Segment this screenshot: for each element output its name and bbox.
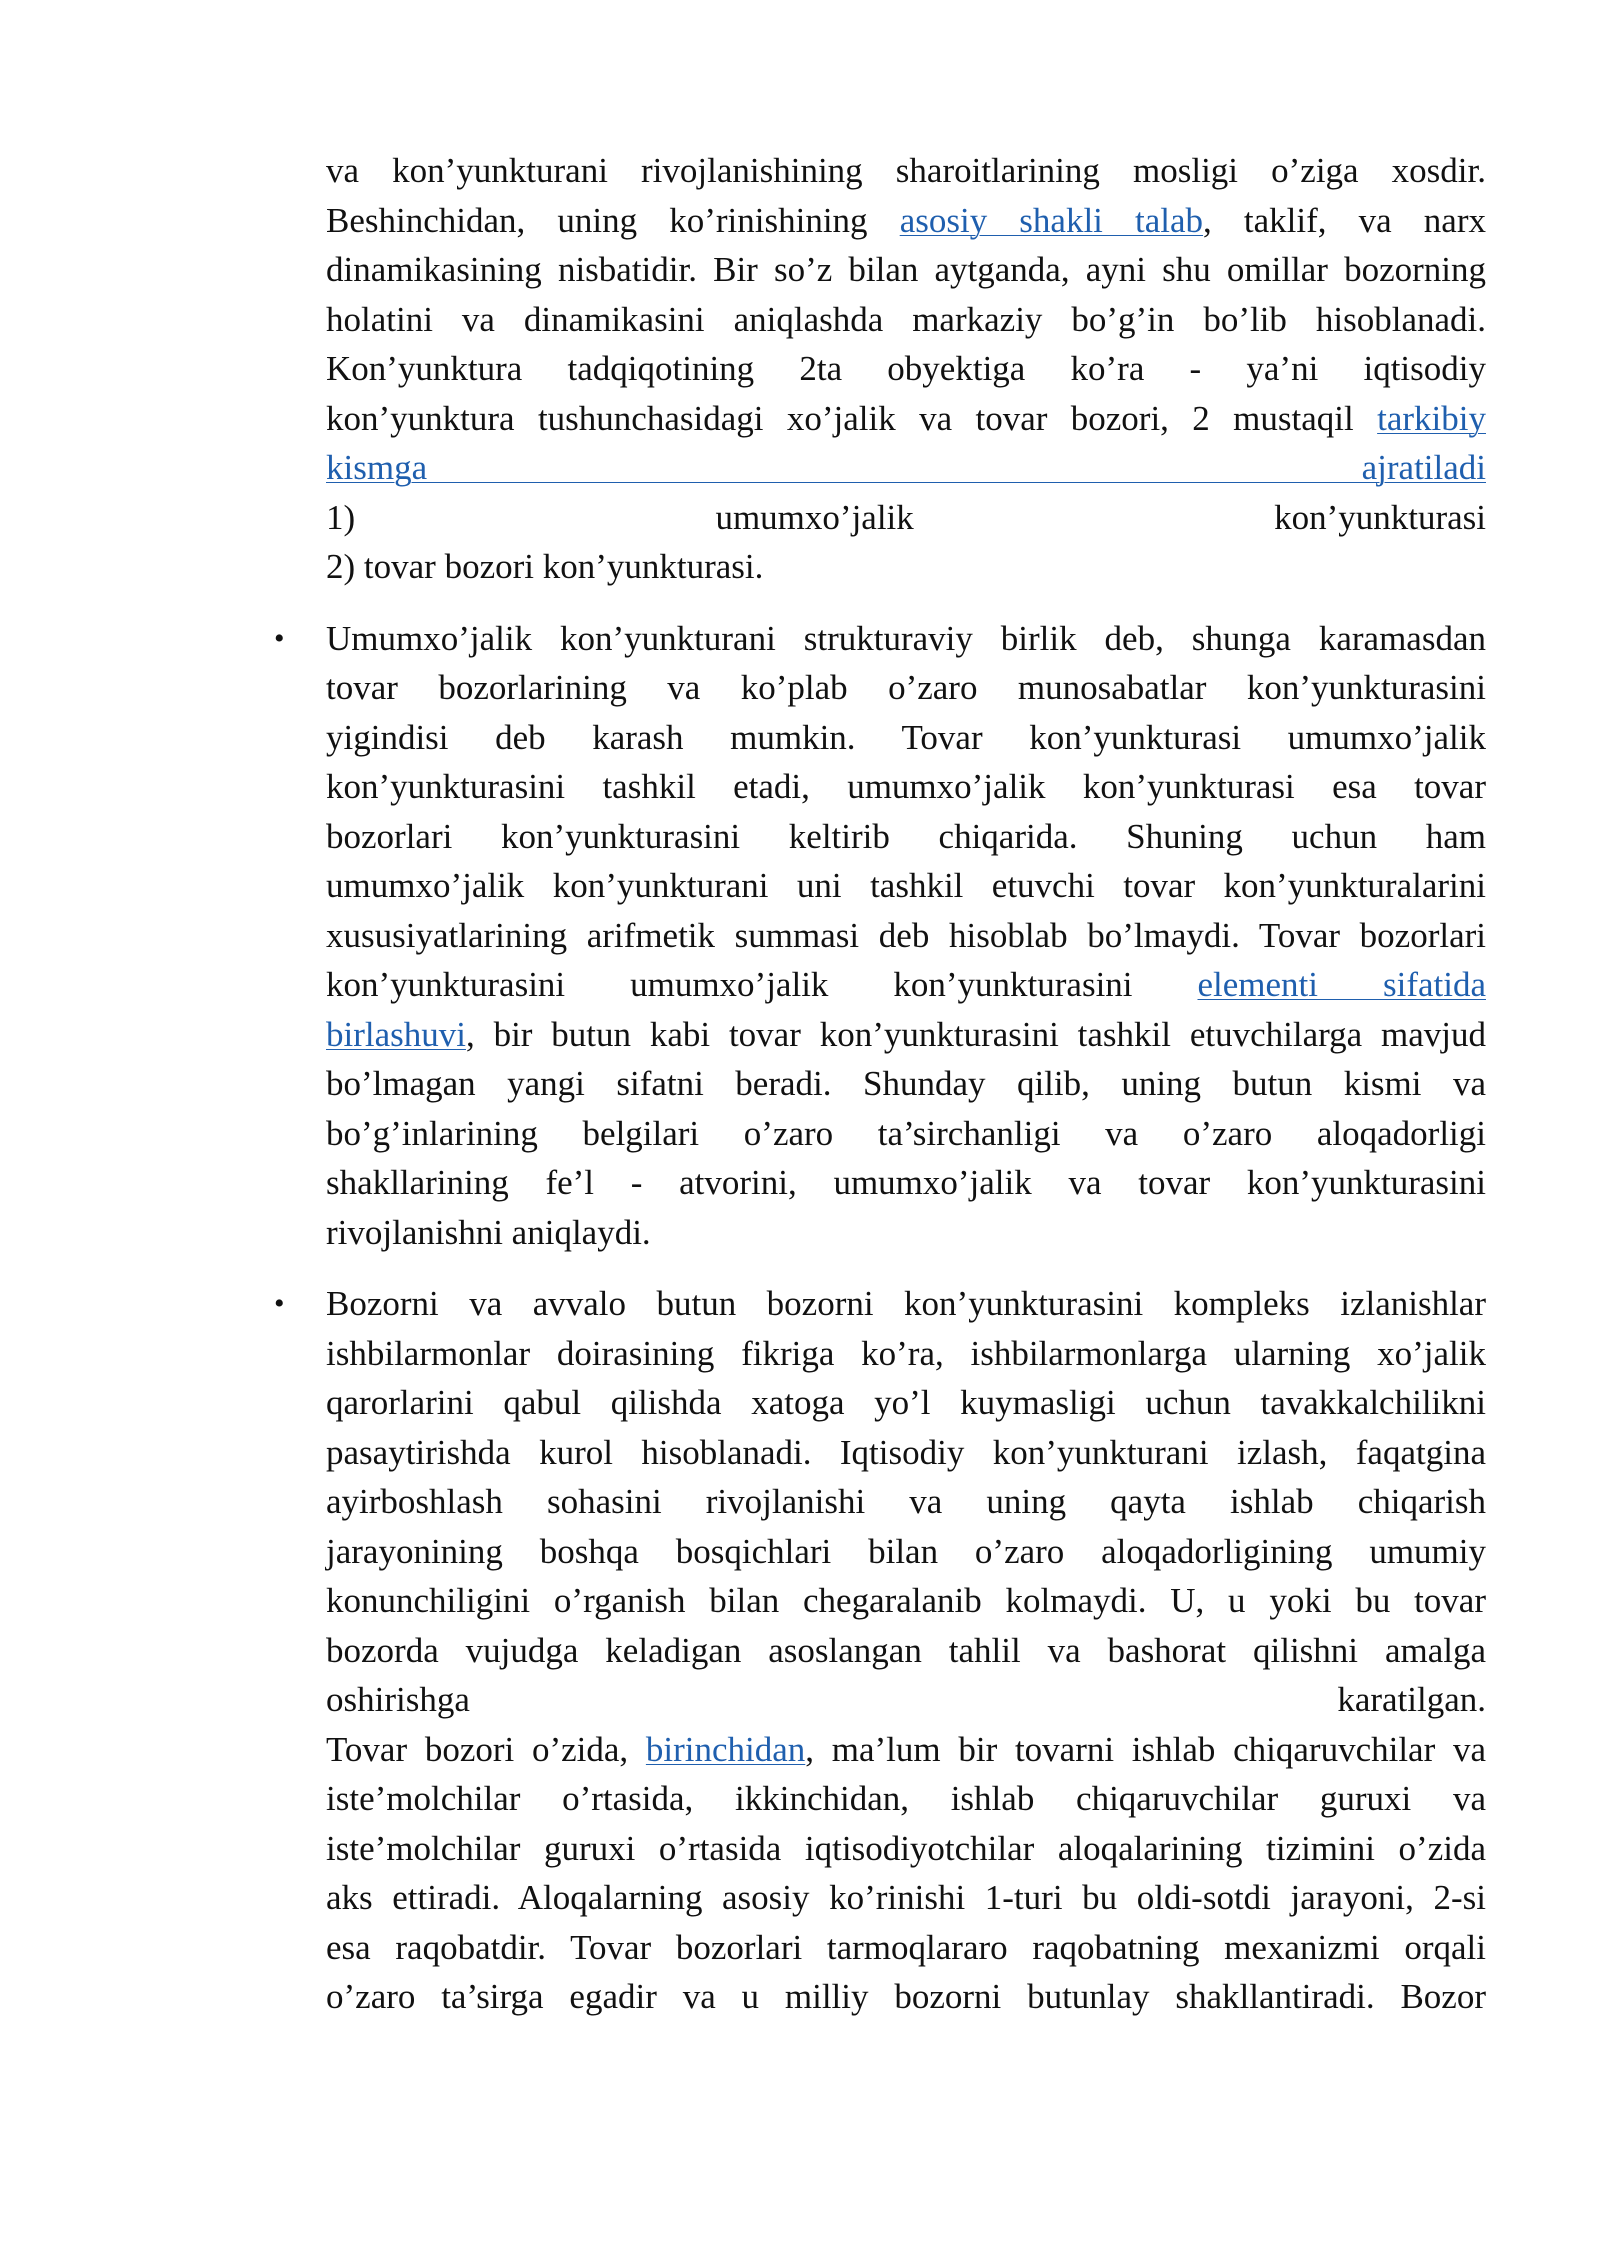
hyperlink[interactable]: birlashuvi [326, 1014, 466, 1054]
line-text: bozorda vujudga keladigan asoslangan tahlil va bashorat qilishni amalga [326, 1630, 1486, 1670]
text-line [326, 146, 1486, 196]
text-line [326, 1329, 1486, 1379]
hyperlink[interactable]: birinchidan [645, 1729, 806, 1769]
text-line [326, 1725, 1486, 1775]
line-text: Tovar bozori o’zida, [326, 1729, 646, 1769]
text-line [326, 1824, 1486, 1874]
bullet-marker: • [274, 621, 285, 655]
text-line [326, 1923, 1486, 1973]
text-line [326, 960, 1486, 1010]
text-line [326, 245, 1486, 295]
line-text: tovar bozorlarining va ko’plab o’zaro munosabatlar kon’yunkturasini [326, 668, 1486, 707]
text-line [326, 614, 1486, 664]
text-line [326, 663, 1486, 713]
line-text: kon’yunkturasini umumxo’jalik kon’yunkturasini [326, 965, 1198, 1004]
hyperlink[interactable]: tarkibiy [1377, 398, 1486, 438]
text-line [326, 1208, 1486, 1258]
text-line [326, 1109, 1486, 1159]
text-line [326, 1059, 1486, 1109]
hyperlink[interactable]: kismga ajratiladi [326, 448, 1486, 487]
text-line [326, 1675, 1486, 1725]
text-line [326, 1576, 1486, 1626]
text-line [326, 861, 1486, 911]
text-line [326, 1972, 1486, 2022]
line-text: rivojlanishni aniqlaydi. [326, 1212, 651, 1252]
line-text: kon’yunktura tushunchasidagi xo’jalik va tovar bozori, 2 mustaqil [326, 398, 1378, 438]
line-text: o’zaro ta’sirga egadir va u milliy bozorni butunlay shakllantiradi. Bozor [326, 1977, 1486, 2016]
line-text: bo’lmagan yangi sifatni beradi. Shunday qilib, uning butun kismi va [326, 1064, 1486, 1103]
text-line [326, 1626, 1486, 1676]
line-text: holatini va dinamikasini aniqlashda markaziy bo’g’in bo’lib hisoblanadi. [326, 299, 1486, 339]
line-text: Bozorni va avvalo butun bozorni kon’yunkturasini kompleks izlanishlar [326, 1284, 1486, 1323]
line-text: umumxo’jalik kon’yunkturani uni tashkil etuvchi tovar kon’yunkturalarini [326, 866, 1486, 905]
line-text: iste’molchilar guruxi o’rtasida iqtisodiyotchilar aloqalarining tizimini o’zida [326, 1828, 1486, 1868]
line-text-after-link: , bir butun kabi tovar kon’yunkturasini tashkil etuvchilarga mavjud [465, 1014, 1486, 1054]
text-line [326, 493, 1486, 543]
line-text: Umumxo’jalik kon’yunkturani strukturaviy birlik deb, shunga karamasdan [326, 618, 1486, 658]
text-line [326, 1477, 1486, 1527]
line-text: ayirboshlash sohasini rivojlanishi va uning qayta ishlab chiqarish [326, 1482, 1486, 1521]
line-text: aks ettiradi. Aloqalarning asosiy ko’rinishi 1-turi bu oldi-sotdi jarayoni, 2-si [326, 1878, 1486, 1917]
text-line [326, 713, 1486, 763]
line-text: konunchiligini o’rganish bilan chegaralanib kolmaydi. U, u yoki bu tovar [326, 1581, 1486, 1620]
line-text: esa raqobatdir. Tovar bozorlari tarmoqlararo raqobatning mexanizmi orqali [326, 1927, 1486, 1967]
line-text: oshirishga karatilgan. [326, 1680, 1486, 1719]
line-text: yigindisi deb karash mumkin. Tovar kon’yunkturasi umumxo’jalik [326, 717, 1486, 757]
line-text-after-link: , taklif, va narx [1203, 200, 1486, 240]
intro-paragraph [326, 146, 1486, 592]
line-text: pasaytirishda kurol hisoblanadi. Iqtisodiy kon’yunkturani izlash, faqatgina [326, 1432, 1486, 1472]
line-text: 1) umumxo’jalik kon’yunkturasi [326, 497, 1486, 537]
hyperlink[interactable]: asosiy shakli talab [899, 200, 1204, 240]
text-line [326, 196, 1486, 246]
line-text: jarayonining boshqa bosqichlari bilan o’zaro aloqadorligining umumiy [326, 1531, 1486, 1571]
text-line [326, 911, 1486, 961]
text-line [326, 443, 1486, 493]
bullet-item-1 [274, 614, 1486, 1258]
text-line [326, 295, 1486, 345]
bullet-marker: • [274, 1287, 285, 1320]
hyperlink[interactable]: elementi sifatida [1197, 965, 1486, 1004]
line-text: bo’g’inlarining belgilari o’zaro ta’sirchanligi va o’zaro aloqadorligi [326, 1113, 1486, 1153]
bullet-item-2 [274, 1279, 1486, 2022]
text-line [326, 812, 1486, 862]
line-text: shakllarining fe’l - atvorini, umumxo’jalik va tovar kon’yunkturasini [326, 1163, 1486, 1202]
text-line [326, 1378, 1486, 1428]
document-body [274, 146, 1486, 2022]
text-line [326, 542, 1486, 592]
text-line [326, 1527, 1486, 1577]
line-text: Kon’yunktura tadqiqotining 2ta obyektiga ko’ra - ya’ni iqtisodiy [326, 349, 1486, 388]
text-line [326, 1873, 1486, 1923]
line-text-after-link: , ma’lum bir tovarni ishlab chiqaruvchilar va [805, 1729, 1486, 1769]
text-line [326, 762, 1486, 812]
line-text: 2) tovar bozori kon’yunkturasi. [326, 547, 764, 586]
line-text: xususiyatlarining arifmetik summasi deb hisoblab bo’lmaydi. Tovar bozorlari [326, 915, 1486, 955]
line-text: iste’molchilar o’rtasida, ikkinchidan, ishlab chiqaruvchilar guruxi va [326, 1779, 1486, 1818]
line-text: Beshinchidan, uning ko’rinishining [326, 200, 900, 240]
line-text: va kon’yunkturani rivojlanishining sharoitlarining mosligi o’ziga xosdir. [326, 151, 1486, 190]
text-line [326, 394, 1486, 444]
line-text: kon’yunkturasini tashkil etadi, umumxo’jalik kon’yunkturasi esa tovar [326, 767, 1486, 806]
line-text: qarorlarini qabul qilishda xatoga yo’l kuymasligi uchun tavakkalchilikni [326, 1383, 1486, 1422]
line-text: ishbilarmonlar doirasining fikriga ko’ra, ishbilarmonlarga ularning xo’jalik [326, 1333, 1486, 1373]
text-line [326, 1279, 1486, 1329]
line-text: dinamikasining nisbatidir. Bir so’z bilan aytganda, ayni shu omillar bozorning [326, 250, 1486, 289]
text-line [326, 1158, 1486, 1208]
text-line [326, 1428, 1486, 1478]
line-text: bozorlari kon’yunkturasini keltirib chiqarida. Shuning uchun ham [326, 816, 1486, 856]
text-line [326, 1010, 1486, 1060]
text-line [326, 1774, 1486, 1824]
text-line [326, 344, 1486, 394]
